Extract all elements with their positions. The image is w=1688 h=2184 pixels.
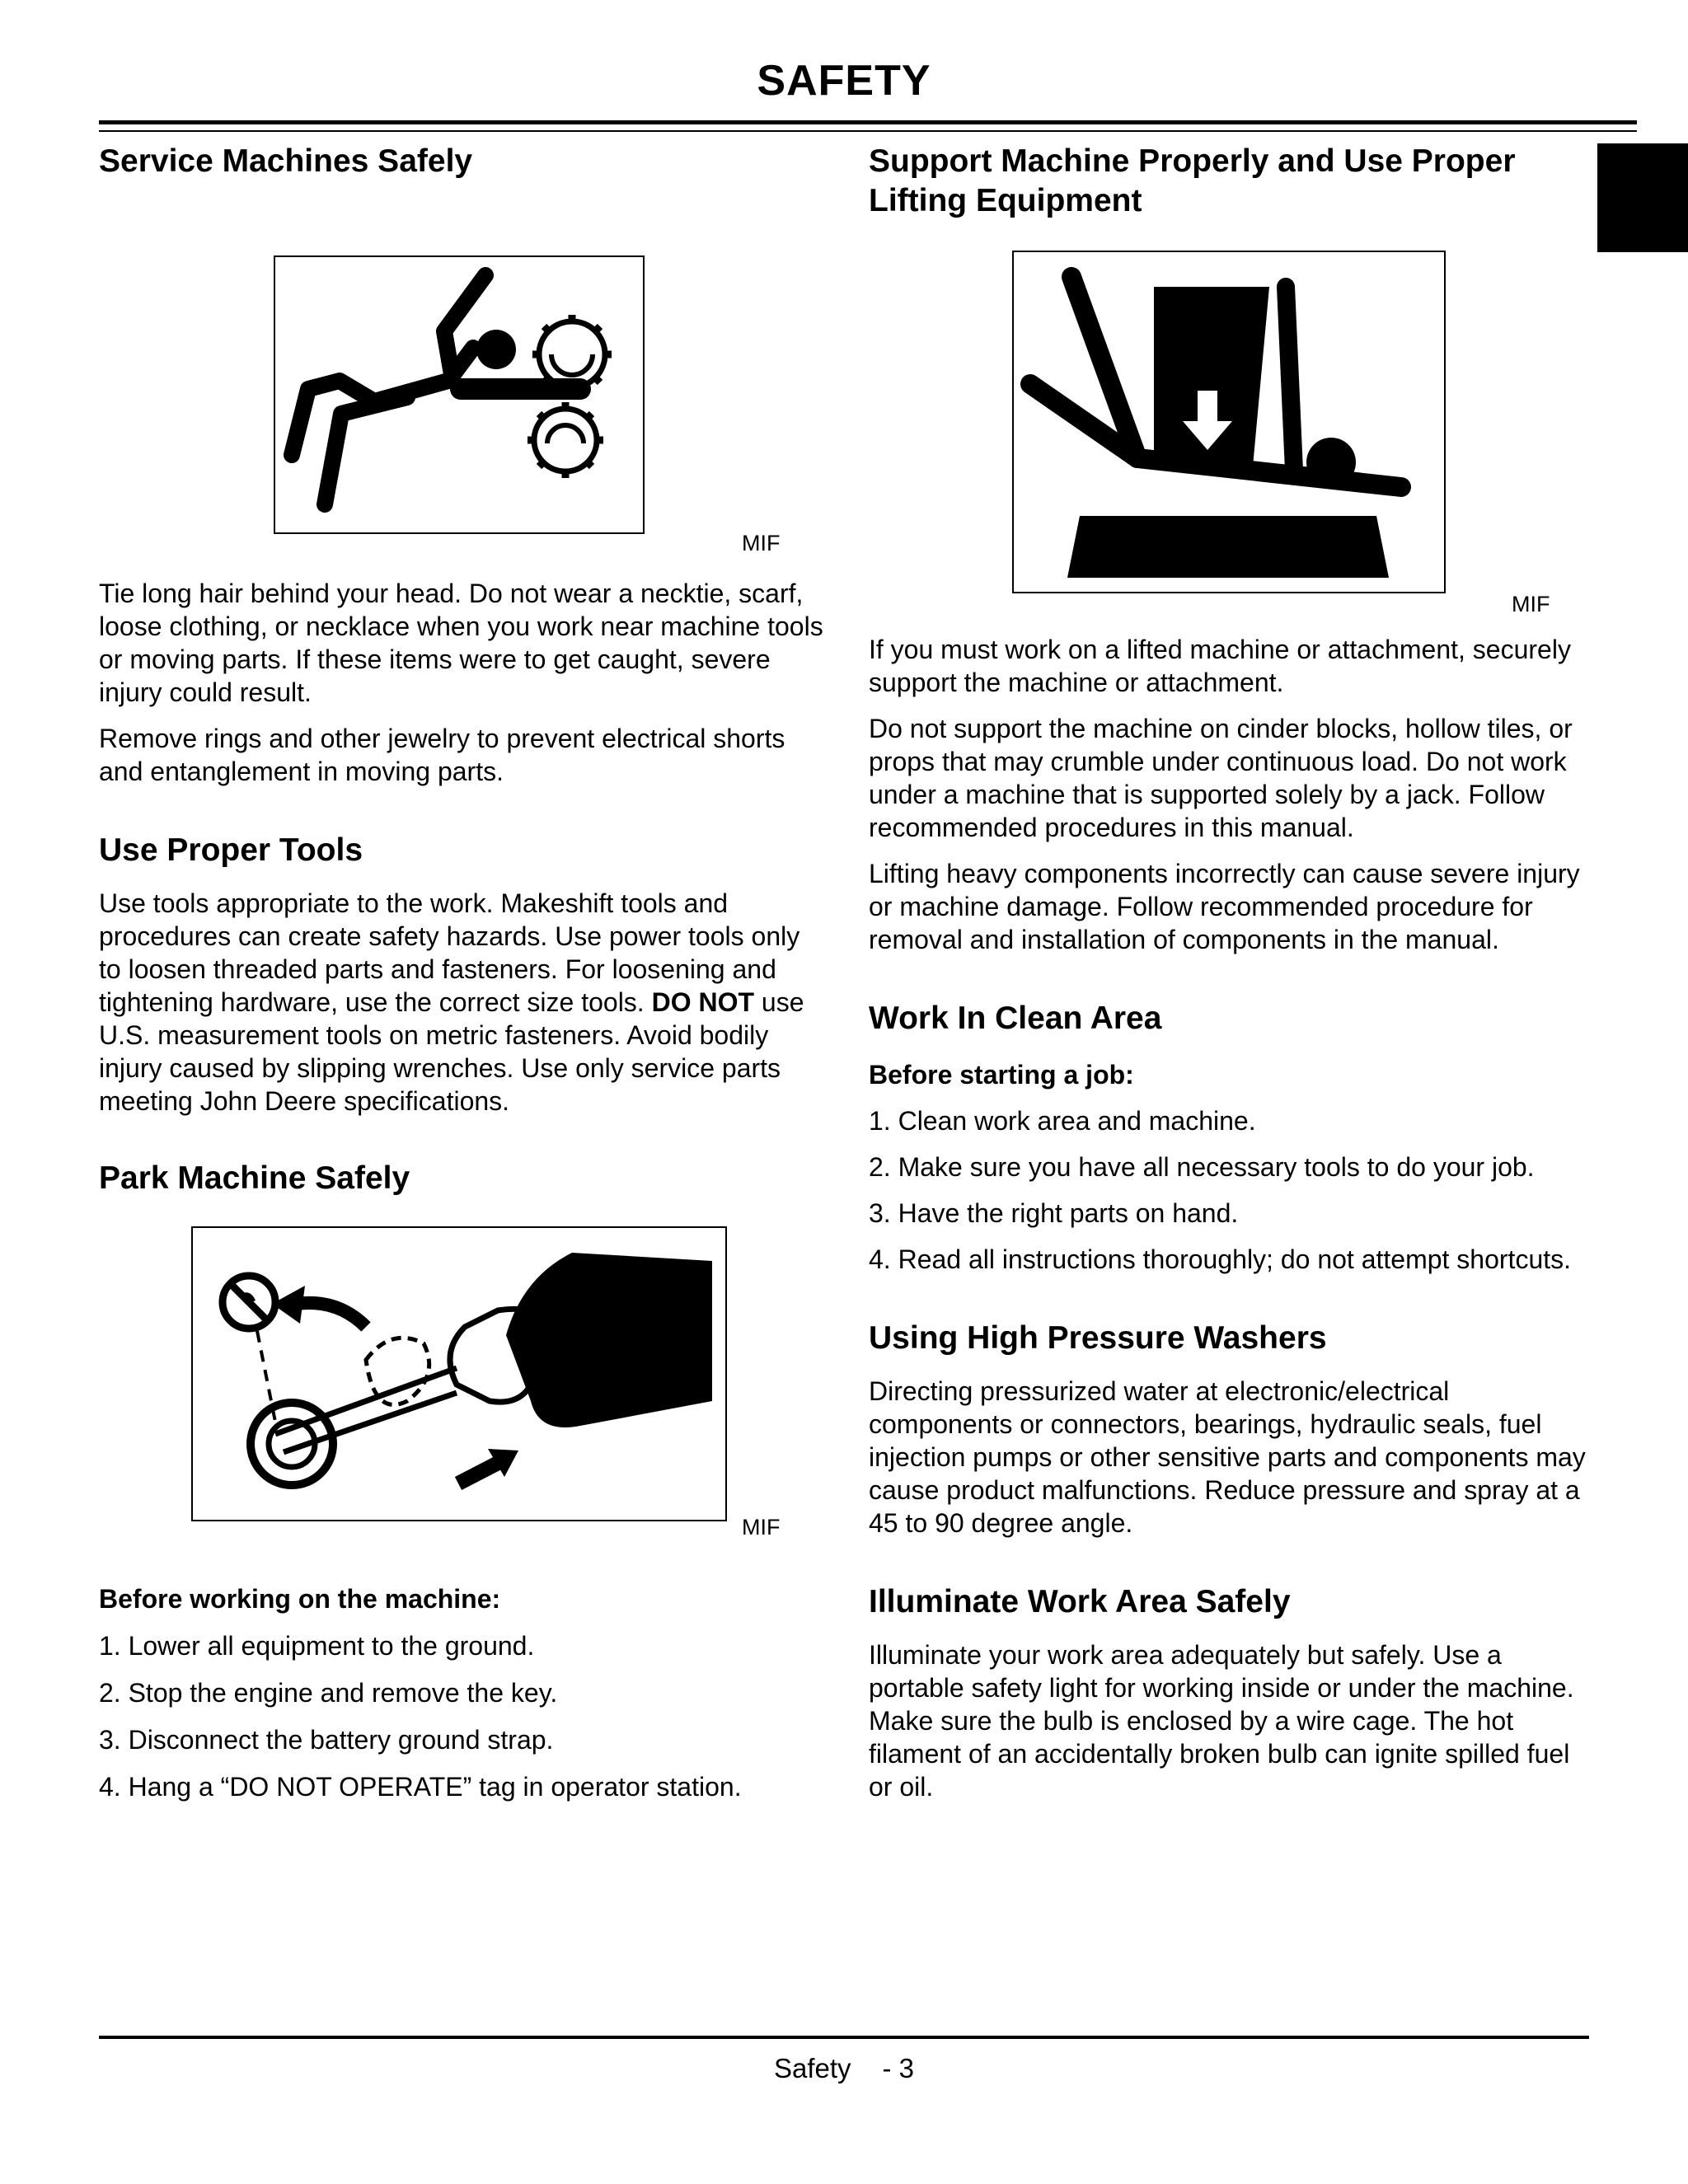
section-park-machine xyxy=(99,1159,824,1803)
paragraph: Remove rings and other jewelry to prevent electrical shorts and entanglement in moving parts. xyxy=(99,724,785,786)
left-column xyxy=(99,140,824,1803)
text-run: Use tools appropriate to the work. Makeshift tools and procedures can create safety hazards. Use power tools only to loosen threaded parts and fasteners. For loosening and tightening hardware, use the correct size tools. xyxy=(99,888,800,1017)
emphasis-text: DO NOT xyxy=(651,987,755,1017)
crush-hazard-illustration xyxy=(1012,251,1446,593)
list-item: 2. Stop the engine and remove the key. xyxy=(99,1678,558,1708)
page-number: - 3 xyxy=(882,2053,915,2083)
footer-rule xyxy=(99,2036,1589,2039)
key-removal-illustration xyxy=(191,1226,727,1521)
list-item: 4. Read all instructions thoroughly; do not attempt shortcuts. xyxy=(869,1244,1572,1274)
paragraph: If you must work on a lifted machine or attachment, securely support the machine or attachment. xyxy=(869,635,1571,697)
lead-in-text: Before working on the machine: xyxy=(99,1584,501,1614)
footer-section-label: Safety xyxy=(773,2053,851,2083)
page-footer xyxy=(0,2053,1688,2084)
paragraph: Tie long hair behind your head. Do not wear a necktie, scarf, loose clothing, or necklace when you work near machine tools or moving parts. If these items were to get caught, severe injury could result. xyxy=(99,579,823,707)
section-support-machine xyxy=(869,142,1594,956)
section-clean-area xyxy=(869,999,1594,1276)
figure-code: MIF xyxy=(742,531,781,555)
section-illuminate xyxy=(869,1582,1594,1803)
figure-key-removal xyxy=(99,1198,824,1586)
lead-in-text: Before starting a job: xyxy=(869,1060,1134,1090)
paragraph: Lifting heavy components incorrectly can cause severe injury or machine damage. Follow recommended procedure for removal and installation of components in the manual. xyxy=(869,859,1580,954)
paragraph xyxy=(99,887,824,1118)
figure-code: MIF xyxy=(742,1515,781,1540)
figure-entanglement xyxy=(99,181,824,560)
right-column xyxy=(869,140,1594,1803)
heading-proper-tools: Use Proper Tools xyxy=(99,832,363,868)
section-proper-tools xyxy=(99,831,824,1118)
page-title: SAFETY xyxy=(757,57,931,105)
section-service-machines xyxy=(99,142,824,788)
section-pressure-washers xyxy=(869,1319,1594,1540)
header-rule-thin xyxy=(99,130,1637,132)
entanglement-pictogram-icon xyxy=(275,257,643,532)
park-steps-list xyxy=(99,1629,824,1803)
section-thumb-tab xyxy=(1597,143,1688,252)
heading-support-machine: Support Machine Properly and Use Proper Lifting Equipment xyxy=(869,143,1516,218)
header-rule xyxy=(99,120,1637,124)
paragraph: Do not support the machine on cinder blocks, hollow tiles, or props that may crumble under continuous load. Do not work under a machine that is supported solely by a jack. Follow recommended procedures in this manual. xyxy=(869,714,1573,842)
figure-code: MIF xyxy=(1512,592,1550,616)
list-item: 3. Have the right parts on hand. xyxy=(869,1198,1239,1228)
crush-hazard-pictogram-icon xyxy=(1014,252,1444,592)
list-item: 4. Hang a “DO NOT OPERATE” tag in operator station. xyxy=(99,1772,742,1802)
heading-clean-area: Work In Clean Area xyxy=(869,1001,1162,1036)
list-item: 1. Lower all equipment to the ground. xyxy=(99,1631,535,1661)
entanglement-illustration xyxy=(274,255,645,534)
key-removal-pictogram-icon xyxy=(193,1228,725,1520)
heading-park-machine: Park Machine Safely xyxy=(99,1160,410,1196)
text-run: use U.S. measurement tools on metric fasteners. Avoid bodily injury caused by slipping wrenches. Use only service parts meeting John Deere specifications. xyxy=(99,987,804,1116)
figure-crush-hazard xyxy=(869,221,1594,633)
list-item: 3. Disconnect the battery ground strap. xyxy=(99,1725,554,1755)
list-item: 1. Clean work area and machine. xyxy=(869,1106,1256,1136)
paragraph: Illuminate your work area adequately but safely. Use a portable safety light for working inside or under the machine. Make sure the bulb is enclosed by a wire cage. The hot filament of an accidentally broken bulb can ignite spilled fuel or oil. xyxy=(869,1640,1574,1802)
paragraph: Directing pressurized water at electronic/electrical components or connectors, bearings, hydraulic seals, fuel injection pumps or other sensitive parts and components may cause product malfunctions. Reduce pressure and spray at a 45 to 90 degree angle. xyxy=(869,1376,1586,1538)
list-item: 2. Make sure you have all necessary tools to do your job. xyxy=(869,1152,1535,1182)
heading-pressure-washers: Using High Pressure Washers xyxy=(869,1320,1327,1356)
heading-illuminate: Illuminate Work Area Safely xyxy=(869,1584,1291,1619)
clean-steps-list xyxy=(869,1104,1594,1276)
heading-service-machines: Service Machines Safely xyxy=(99,143,473,179)
